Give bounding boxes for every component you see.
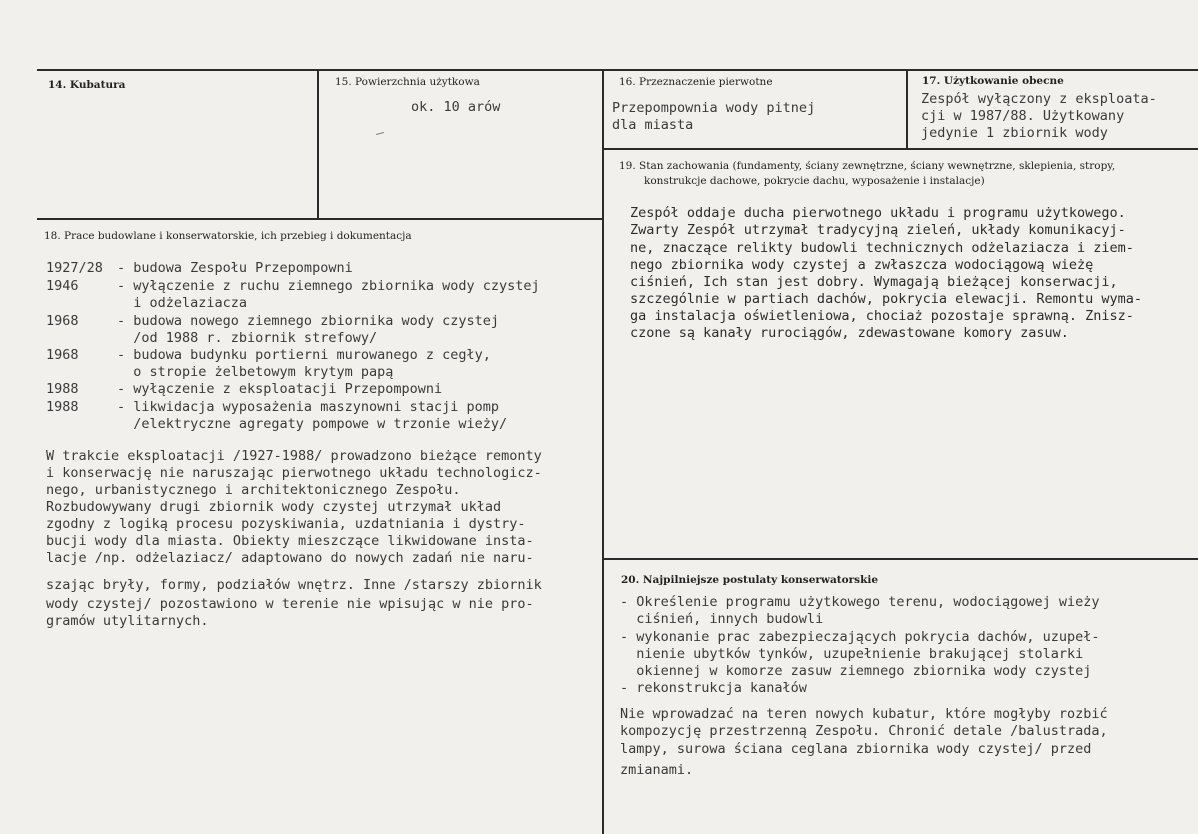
section-17-label: 17. Użytkowanie obecne bbox=[922, 75, 1064, 87]
s18-year-5: 1988 bbox=[46, 381, 79, 397]
s19-line-7: ga instalacja oświetleniowa, chociaż pozostaje sprawną. Znisz- bbox=[630, 308, 1134, 324]
s20-para-line-3: lampy, surowa ściana ceglana zbiornika wody czystej/ przed bbox=[620, 741, 1092, 757]
s20-para-line-1: Nie wprowadzać na teren nowych kubatur, które mogłyby rozbić bbox=[620, 706, 1108, 722]
s19-line-2: Zwarty Zespół utrzymał tradycyjną zieleń, układy komunikacyj- bbox=[630, 222, 1126, 238]
s18-entry-2-line-1: - wyłączenie z ruchu ziemnego zbiornika wody czystej bbox=[117, 278, 540, 294]
s18-para-line-9: wody czystej/ pozostawiono w terenie nie wpisując w nie pro- bbox=[46, 596, 534, 612]
section-17-line-2: cji w 1987/88. Użytkowany bbox=[921, 108, 1125, 124]
s19-line-8: czone są kanały rurociągów, zdewastowane komory zasuw. bbox=[630, 325, 1069, 341]
s18-entry-2-line-2: i odżelaziacza bbox=[117, 295, 248, 311]
section-17-line-3: jedynie 1 zbiornik wody bbox=[921, 125, 1108, 141]
s20-para-line-4: zmianami. bbox=[620, 762, 694, 778]
s18-para-line-4: Rozbudowywany drugi zbiornik wody czystej utrzymał układ bbox=[46, 499, 502, 515]
section-20-label: 20. Najpilniejsze postulaty konserwatorskie bbox=[621, 574, 879, 586]
s18-entry-6-line-2: /elektryczne agregaty pompowe w trzonie wieży/ bbox=[117, 416, 508, 432]
s18-para-line-3: nego, urbanistycznego i architektonicznego Zespołu. bbox=[46, 482, 461, 498]
section-18-label: 18. Prace budowlane i konserwatorskie, ich przebieg i dokumentacja bbox=[44, 230, 412, 242]
pencil-mark bbox=[376, 132, 384, 135]
divider-16-17 bbox=[906, 69, 908, 148]
s18-para-line-7: lacje /np. odżelaziacz/ adaptowano do nowych zadań nie naru- bbox=[46, 550, 534, 566]
rule-above-20 bbox=[602, 558, 1198, 560]
section-16-line-1: Przepompownia wody pitnej bbox=[612, 100, 816, 116]
s18-entry-6-line-1: - likwidacja wyposażenia maszynowni stacji pomp bbox=[117, 399, 500, 415]
s20-item-line-1: - Określenie programu użytkowego terenu, wodociągowej wieży bbox=[620, 594, 1100, 610]
s19-line-5: ciśnień, Ich stan jest dobry. Wymagają bieżącej konserwacji, bbox=[630, 274, 1118, 290]
section-16-line-2: dla miasta bbox=[612, 117, 694, 133]
s18-entry-5-line-1: - wyłączenie z eksploatacji Przepompowni bbox=[117, 381, 443, 397]
s18-entry-4-line-1: - budowa budynku portierni murowanego z cegły, bbox=[117, 347, 491, 363]
s18-para-line-2: i konserwację nie naruszając pierwotnego układu technologicz- bbox=[46, 465, 542, 481]
divider-left-right bbox=[602, 69, 604, 834]
divider-14-15 bbox=[317, 69, 319, 218]
s20-item-line-4: nienie ubytków tynków, uzupełnienie brakującej stolarki bbox=[620, 646, 1084, 662]
section-19-label-1: 19. Stan zachowania (fundamenty, ściany zewnętrzne, ściany wewnętrzne, sklepienia, stropy, bbox=[619, 160, 1116, 172]
section-17-line-1: Zespół wyłączony z eksploata- bbox=[921, 91, 1157, 107]
rule-above-19 bbox=[602, 148, 1198, 150]
section-14-label: 14. Kubatura bbox=[48, 79, 126, 91]
rule-above-18 bbox=[37, 218, 603, 220]
top-rule bbox=[37, 69, 1198, 71]
s18-year-3: 1968 bbox=[46, 313, 79, 329]
s18-para-line-5: zgodny z logiką procesu pozyskiwania, uzdatniania i dystry- bbox=[46, 516, 526, 532]
s20-item-line-5: okiennej w komorze zasuw ziemnego zbiornika wody czystej bbox=[620, 663, 1092, 679]
s20-para-line-2: kompozycję przestrzenną Zespołu. Chronić detale /balustrada, bbox=[620, 723, 1108, 739]
s20-item-line-6: - rekonstrukcja kanałów bbox=[620, 680, 807, 696]
s18-entry-1-line-1: - budowa Zespołu Przepompowni bbox=[117, 260, 353, 276]
s18-year-2: 1946 bbox=[46, 278, 79, 294]
section-19-label-2: konstrukcje dachowe, pokrycie dachu, wyposażenie i instalacje) bbox=[644, 175, 985, 187]
section-15-value: ok. 10 arów bbox=[411, 99, 501, 115]
s18-para-line-6: bucji wody dla miasta. Obiekty mieszczące likwidowane insta- bbox=[46, 533, 534, 549]
s18-entry-4-line-2: o stropie żelbetowym krytym papą bbox=[117, 364, 394, 380]
s18-year-6: 1988 bbox=[46, 399, 79, 415]
section-15-label: 15. Powierzchnia użytkowa bbox=[335, 76, 480, 88]
s18-entry-3-line-1: - budowa nowego ziemnego zbiornika wody czystej bbox=[117, 313, 500, 329]
s19-line-3: ne, znaczące relikty budowli technicznych odżelaziacza i ziem- bbox=[630, 240, 1134, 256]
s18-para-line-8: szając bryły, formy, podziałów wnętrz. Inne /starszy zbiornik bbox=[46, 577, 542, 593]
s18-entry-3-line-2: /od 1988 r. zbiornik strefowy/ bbox=[117, 330, 378, 346]
s18-year-1: 1927/28 bbox=[46, 260, 103, 276]
s19-line-4: nego zbiornika wody czystej a zwłaszcza wodociągową wieżę bbox=[630, 257, 1094, 273]
s20-item-line-3: - wykonanie prac zabezpieczających pokrycia dachów, uzupeł- bbox=[620, 629, 1100, 645]
s19-line-1: Zespół oddaje ducha pierwotnego układu i programu użytkowego. bbox=[630, 205, 1126, 221]
section-16-label: 16. Przeznaczenie pierwotne bbox=[619, 76, 773, 88]
s20-item-line-2: ciśnień, innych budowli bbox=[620, 611, 824, 627]
s18-year-4: 1968 bbox=[46, 347, 79, 363]
s19-line-6: szczególnie w partiach dachów, pokrycia elewacji. Remontu wyma- bbox=[630, 291, 1143, 307]
s18-para-line-1: W trakcie eksploatacji /1927-1988/ prowadzono bieżące remonty bbox=[46, 448, 542, 464]
s18-para-line-10: gramów utylitarnych. bbox=[46, 613, 209, 629]
